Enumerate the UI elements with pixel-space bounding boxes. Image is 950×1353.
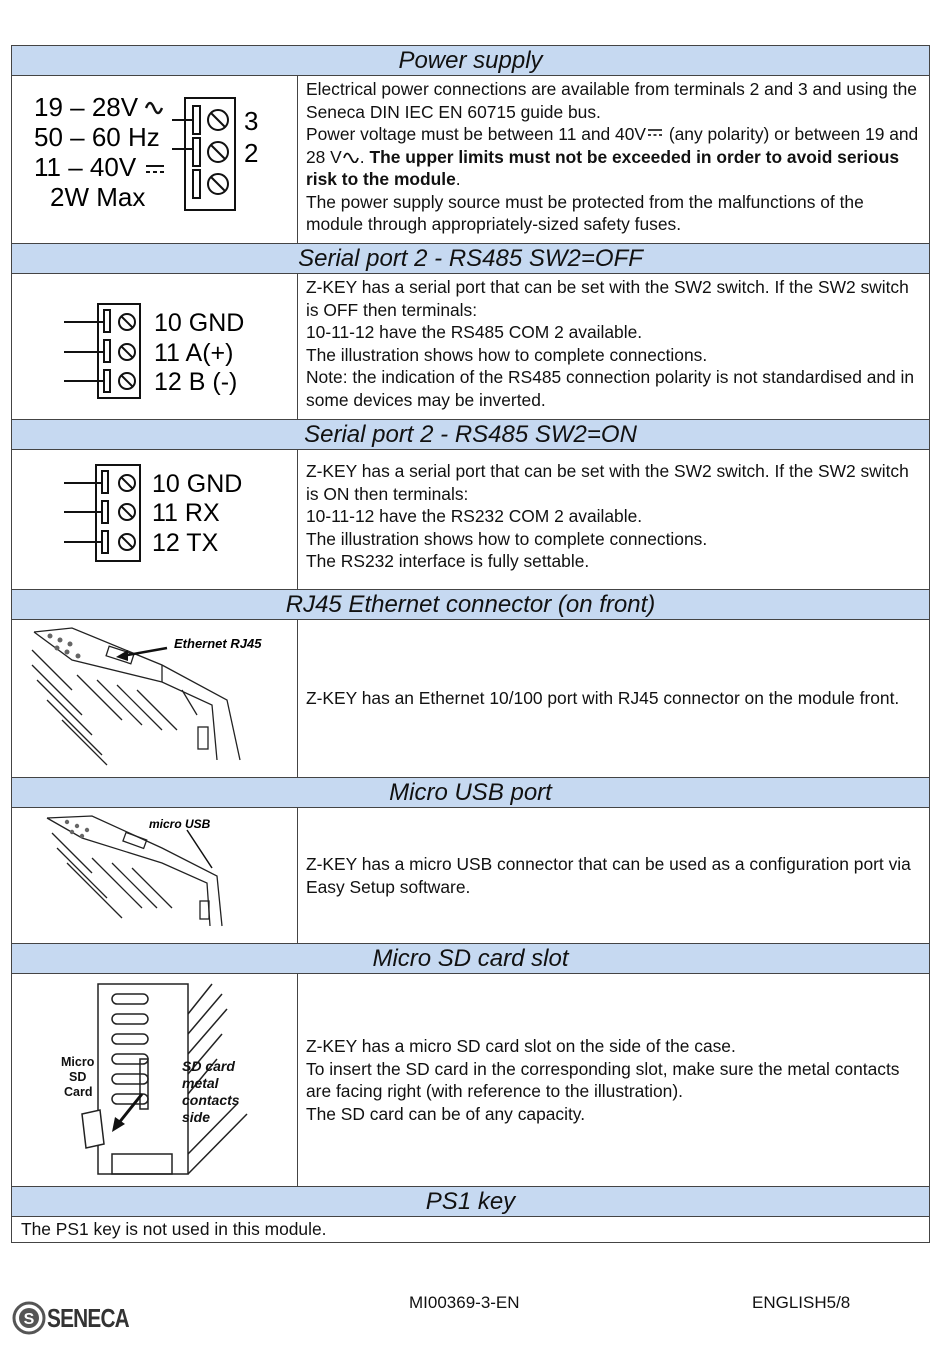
usb-callout-label: micro USB <box>149 817 211 831</box>
ps1-description: The PS1 key is not used in this module. <box>12 1217 930 1243</box>
serial-off-description <box>298 274 930 420</box>
sd-paragraph-3: The SD card can be of any capacity. <box>306 1103 586 1124</box>
terminal-label-12: 12 B (-) <box>154 368 238 396</box>
svg-text:Card: Card <box>64 1085 93 1099</box>
power-label-freq: 50 – 60 Hz <box>34 122 160 152</box>
insert-arrow-icon <box>118 1094 142 1124</box>
power-label-ac: 19 – 28V <box>34 92 139 122</box>
sd-paragraph-1: Z-KEY has a micro SD card slot on the side of the case. <box>306 1036 736 1056</box>
rj45-callout-label: Ethernet RJ45 <box>174 636 262 651</box>
usb-description: Z-KEY has a micro USB connector that can be used as a configuration port via Easy Setup software. <box>298 808 930 944</box>
power-paragraph-1: Electrical power connections are available from terminals 2 and 3 and using the Seneca DIN IEC EN 60715 guide bus. <box>306 79 917 122</box>
spec-table <box>11 45 930 1243</box>
usb-illustration <box>12 808 297 938</box>
power-paragraph-3: The power supply source must be protected from the malfunctions of the module through appropriately-sized safety fuses. <box>306 191 864 234</box>
sd-left-label <box>61 1055 95 1099</box>
terminal-label-11: 11 A(+) <box>154 339 234 367</box>
sd-description <box>298 974 930 1187</box>
svg-text:side: side <box>182 1109 211 1125</box>
terminal-block-icon <box>185 98 235 210</box>
rj45-illustration-cell <box>12 620 298 778</box>
section-title-power: Power supply <box>12 46 930 76</box>
svg-text:S: S <box>23 1311 35 1328</box>
sd-card-illustration <box>12 974 297 1181</box>
serial-on-paragraph-4: The RS232 interface is fully settable. <box>306 551 590 571</box>
svg-text:Micro: Micro <box>61 1055 95 1069</box>
power-paragraph-2: Power voltage must be between 11 and 40V (any polarity) or between 19 and 28 V . The upper limits must not be exceeded in order to avoid serious risk to the module. <box>306 124 919 189</box>
serial-off-paragraph-4: Note: the indication of the RS485 connection polarity is not standardised and in some devices may be inverted. <box>306 367 915 410</box>
seneca-logo-text: SENECA <box>47 1302 129 1333</box>
terminal-label-10: 10 GND <box>152 470 243 498</box>
section-title-serial-on: Serial port 2 - RS485 SW2=ON <box>12 420 930 450</box>
section-title-rj45: RJ45 Ethernet connector (on front) <box>12 590 930 620</box>
power-label-max: 2W Max <box>50 182 146 212</box>
seneca-logo <box>12 1298 149 1338</box>
terminal-label-12: 12 TX <box>152 529 219 557</box>
ac-wave-icon <box>146 103 162 113</box>
serial-on-paragraph-3: The illustration shows how to complete connections. <box>306 528 708 549</box>
rs232-terminal-diagram <box>12 450 297 584</box>
terminal-number-2: 2 <box>244 138 259 168</box>
sd-illustration-cell <box>12 974 298 1187</box>
section-title-serial-off: Serial port 2 - RS485 SW2=OFF <box>12 244 930 274</box>
serial-on-description <box>298 450 930 590</box>
section-title-usb: Micro USB port <box>12 778 930 808</box>
sd-paragraph-2: To insert the SD card in the corresponding slot, make sure the metal contacts are facing right (with reference to the illustration). <box>306 1058 900 1101</box>
section-title-ps1: PS1 key <box>12 1187 930 1217</box>
serial-on-paragraph-1: Z-KEY has a serial port that can be set with the SW2 switch. If the SW2 switch is ON then terminals: <box>306 461 909 504</box>
power-terminal-diagram <box>12 76 297 238</box>
serial-off-paragraph-1: Z-KEY has a serial port that can be set with the SW2 switch. If the SW2 switch is OFF then terminals: <box>306 277 909 320</box>
svg-text:contacts: contacts <box>182 1092 240 1108</box>
seneca-logo-icon <box>12 1301 46 1335</box>
serial-off-paragraph-3: The illustration shows how to complete connections. <box>306 344 708 365</box>
serial-off-paragraph-2: 10-11-12 have the RS485 COM 2 available. <box>306 322 643 342</box>
dc-symbol-icon <box>146 166 164 172</box>
serial-off-diagram-cell <box>12 274 298 420</box>
page-number: ENGLISH5/8 <box>752 1293 851 1312</box>
power-label-dc: 11 – 40V <box>34 152 137 182</box>
terminal-label-11: 11 RX <box>152 499 220 527</box>
sd-right-label <box>182 1058 240 1125</box>
terminal-label-10: 10 GND <box>154 309 245 337</box>
serial-on-paragraph-2: 10-11-12 have the RS232 COM 2 available. <box>306 506 643 526</box>
power-description <box>298 76 930 244</box>
section-title-sd: Micro SD card slot <box>12 944 930 974</box>
doc-code: MI00369-3-EN <box>409 1293 520 1312</box>
power-diagram-cell <box>12 76 298 244</box>
rj45-illustration <box>12 620 297 772</box>
usb-illustration-cell <box>12 808 298 944</box>
svg-text:SD card: SD card <box>182 1058 235 1074</box>
rs485-terminal-diagram <box>12 274 297 414</box>
ac-wave-icon <box>342 149 360 163</box>
rj45-description: Z-KEY has an Ethernet 10/100 port with RJ45 connector on the module front. <box>298 620 930 778</box>
terminal-number-3: 3 <box>244 106 259 136</box>
dc-symbol-icon <box>646 126 664 140</box>
serial-on-diagram-cell <box>12 450 298 590</box>
svg-text:metal: metal <box>182 1075 219 1091</box>
svg-text:SD: SD <box>69 1070 87 1084</box>
